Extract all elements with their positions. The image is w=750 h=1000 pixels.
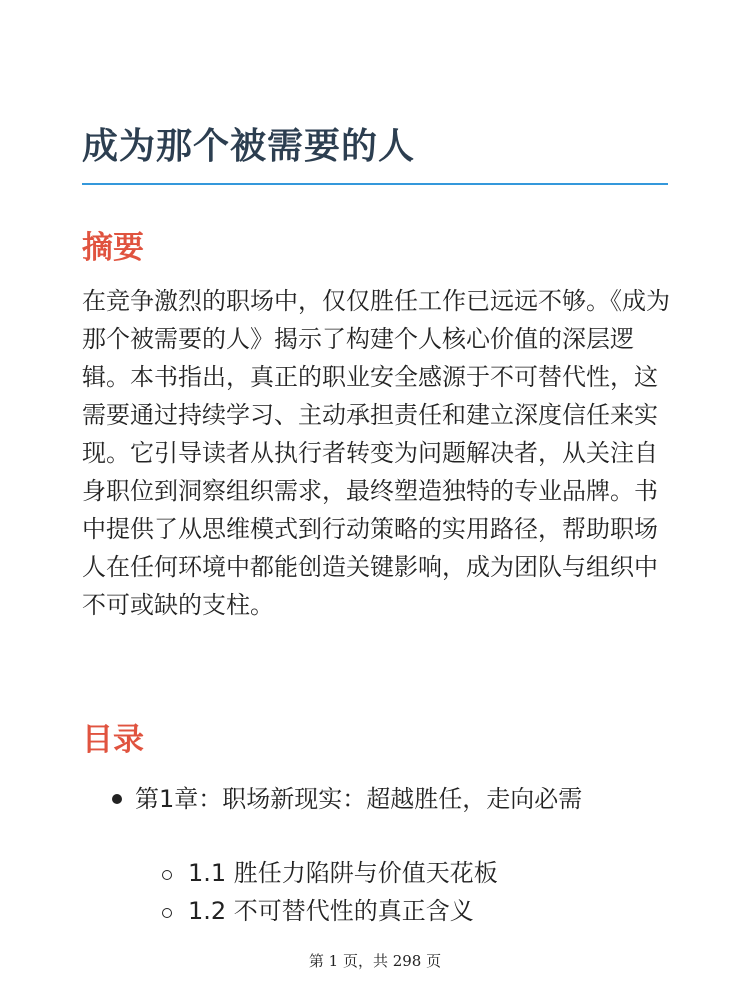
toc-heading: 目录: [82, 722, 144, 758]
toc-section-label: 1.2 不可替代性的真正含义: [188, 897, 474, 925]
table-of-contents: [0, 774, 750, 932]
bullet-disc-icon: [112, 794, 122, 804]
bullet-circle-icon: [162, 870, 172, 880]
bullet-circle-icon: [162, 908, 172, 918]
toc-chapter-item[interactable]: [0, 774, 750, 824]
toc-chapter-label: 第1章：职场新现实：超越胜任，走向必需: [135, 785, 583, 813]
toc-section-item[interactable]: [0, 856, 750, 894]
abstract-paragraph: 在竞争激烈的职场中，仅仅胜任工作已远远不够。《成为那个被需要的人》揭示了构建个人核心价值的深层逻辑。本书指出，真正的职业安全感源于不可替代性，这需要通过持续学习、主动承担责任和建立深度信任来实现。它引导读者从执行者转变为问题解决者，从关注自身职位到洞察组织需求，最终塑造独特的专业品牌。书中提供了从思维模式到行动策略的实用路径，帮助职场人在任何环境中都能创造关键影响，成为团队与组织中不可或缺的支柱。: [82, 287, 670, 619]
toc-section-label: 1.1 胜任力陷阱与价值天花板: [188, 859, 498, 887]
title-divider: [82, 183, 668, 185]
page-title: 成为那个被需要的人: [82, 126, 416, 167]
toc-section-item[interactable]: [0, 894, 750, 932]
page-number-footer: 第 1 页，共 298 页: [308, 952, 442, 970]
abstract-heading: 摘要: [82, 230, 144, 266]
